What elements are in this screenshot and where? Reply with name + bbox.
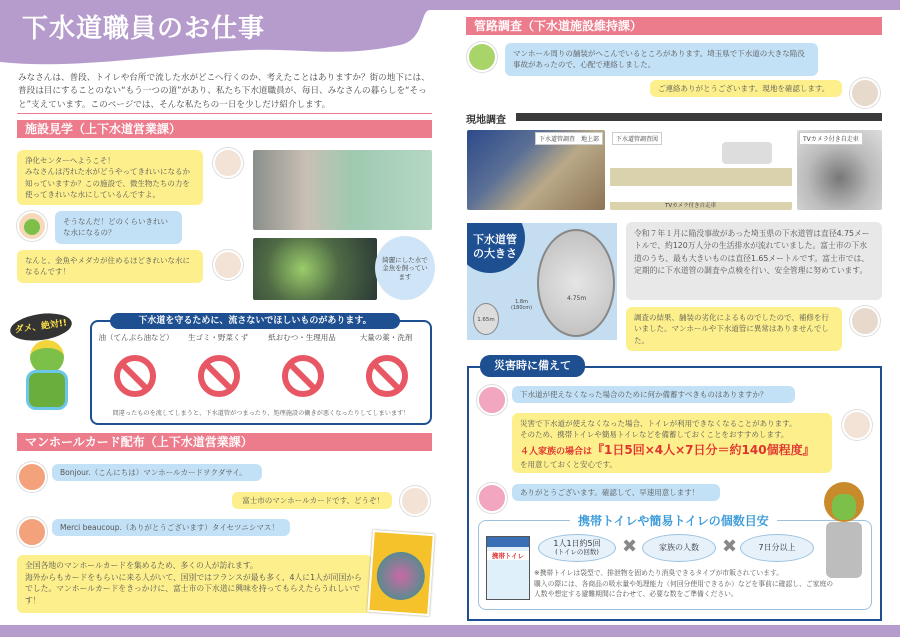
prohibited-item-label: 大量の薬・洗剤 xyxy=(359,333,413,342)
staff-message: 調査の結果、舗装の劣化によるものでしたので、補修を行いました。マンホールや下水道管に異常はありませんでした。 xyxy=(626,307,842,351)
visitor-avatar xyxy=(17,517,47,547)
toilet-guide-title: 携帯トイレや簡易トイレの個数目安 xyxy=(570,512,777,529)
factor1: 1人1日約5回 xyxy=(553,539,601,549)
resident-message: マンホール周りの舗装がへこんでいるところがあります。埼玉県で下水道の大きな陥没事故があったので、心配で連絡しました。 xyxy=(505,43,818,76)
citizen-message: ありがとうございます。確認して、早速用意します！ xyxy=(512,484,720,501)
section-header-survey: 管路調査（下水道施設維持課） xyxy=(466,17,882,35)
portable-toilet-illustration xyxy=(486,536,530,600)
staff-avatar xyxy=(213,148,243,178)
multiply-icon: ✖ xyxy=(722,536,738,557)
staff-message: ご連絡ありがとうございます。現地を確認します。 xyxy=(650,80,842,97)
intro-text: みなさんは、普段、トイレや台所で流した水がどこへ行くのか、考えたことはありますか？街の地下には、普段は目にすることのない“もう一つの道”があり、私たち下水道職員が、毎日、みなさんの暮らしを“そっと”支えています。このページでは、そんな私たちの一日を少しだけ紹介します。 xyxy=(18,73,430,110)
prohibited-note: 間違ったものを流してしまうと、下水道管がつまったり、処理施設の働きが悪くなったりしてしまいます！ xyxy=(112,410,410,417)
note2: 購入の際には、各商品の吸水量や処理能力（何回分使用できるか）などを事前に確認し、ご家庭の人数や想定する避難期間に合わせて、必要な数をご準備ください。 xyxy=(534,579,834,599)
note1: ※携帯トイレは袋型で、排泄物を固めたり消臭できるタイプが市販されています。 xyxy=(534,569,784,577)
citizen-avatar xyxy=(477,385,507,415)
highlight-calculation: 『1日5回×4人×7日分＝約140個程度』 xyxy=(592,442,815,457)
staff-avatar xyxy=(400,486,430,516)
goldfish-pond-photo xyxy=(253,238,377,300)
visitor-message: Bonjour.（こんにちは）マンホールカードヲクダサイ。 xyxy=(52,464,262,481)
divider xyxy=(17,113,432,114)
factor1-sub: (トイレの回数) xyxy=(555,547,599,556)
staff-message: 富士市のマンホールカードです、どうぞ！ xyxy=(232,492,392,509)
citizen-avatar xyxy=(477,483,507,513)
visitor-avatar xyxy=(17,462,47,492)
staff-avatar xyxy=(850,78,880,108)
no-detergent-icon xyxy=(366,355,408,397)
factor-per-person xyxy=(538,534,616,562)
top-band xyxy=(450,0,900,10)
disaster-title: 災害時に備えて xyxy=(480,355,585,377)
pipe-small-label: 1.65m xyxy=(473,303,499,335)
pipe-large-label: 4.75m xyxy=(567,295,587,302)
pipe-size-panel xyxy=(467,223,617,340)
citizen-message: 下水道が使えなくなった場合のために何か備蓄すべきものはありますか？ xyxy=(512,386,795,403)
resident-avatar xyxy=(467,42,497,72)
no-oil-icon xyxy=(114,355,156,397)
mascot-speech: ダメ、絶対!! xyxy=(8,310,73,344)
no-diaper-icon xyxy=(282,355,324,397)
manhole-card-image xyxy=(367,530,435,616)
staff-message-end: を用意しておくと安心です。 xyxy=(520,460,617,469)
no-food-waste-icon xyxy=(198,355,240,397)
treatment-plant-photo xyxy=(253,150,432,230)
staff-message: なんと、金魚やメダカが住めるほどきれいな水になるんです！ xyxy=(17,250,203,283)
section-header-card: マンホールカード配布（上下水道営業課） xyxy=(17,433,432,451)
staff-message-text: 災害で下水道が使えなくなった場合、トイレが利用できなくなることがあります。 そのため、携帯トイレや簡易トイレなどを備蓄しておくことをおすすめします。 xyxy=(520,419,797,440)
pipe-size-title: 下水道管の大きさ xyxy=(473,233,517,260)
toilet-notes xyxy=(534,568,834,600)
prohibited-title: 下水道を守るために、流さないでほしいものがあります。 xyxy=(110,313,400,329)
mascot-message: そうなんだ！どのくらいきれいな水になるの？ xyxy=(55,211,182,244)
toilet-label: 携帯トイレ xyxy=(487,551,529,560)
multiply-icon: ✖ xyxy=(622,536,638,557)
staff-avatar xyxy=(213,250,243,280)
staff-message xyxy=(512,413,832,473)
section-header-tour: 施設見学（上下水道営業課） xyxy=(17,120,432,138)
person-height: 1.8m xyxy=(515,299,528,305)
onsite-survey-photo xyxy=(467,130,605,210)
onsite-bar xyxy=(516,113,882,121)
staff-avatar xyxy=(842,410,872,440)
page-title: 下水道職員のお仕事 xyxy=(22,14,266,44)
tv-camera-robot-photo xyxy=(797,130,882,210)
factor-days: 7日分以上 xyxy=(740,534,814,562)
person-height-cm: (180cm) xyxy=(511,305,533,311)
teacher-mascot-illustration xyxy=(818,482,870,586)
photo-tag: TVカメラ付き自走車 xyxy=(799,132,863,145)
pipe-info-text: 令和７年１月に陥没事故があった埼玉県の下水道管は直径4.75メートルで、約120万人分の生活排水が流れていました。富士市の下水道のうち、最も大きいものは直径1.65メートルです。富士市では、定期的に下水道管の調査や点検を行い、安全管理に努めています。 xyxy=(626,222,882,300)
staff-message: 浄化センターへようこそ！ みなさんは汚れた水がどうやってきれいになるか知っていますか？この施設で、微生物たちの力を使ってきれいな水にしているんですよ。 xyxy=(17,150,203,205)
prohibited-item-label: 紙おむつ・生理用品 xyxy=(268,333,336,342)
factor-family-size: 家族の人数 xyxy=(642,534,716,562)
staff-avatar xyxy=(850,306,880,336)
survey-diagram xyxy=(610,130,792,210)
highlight-prefix: ４人家族の場合は xyxy=(520,446,593,457)
kappa-mascot-illustration xyxy=(18,340,76,422)
prohibited-item-label: 油（てんぷら油など） xyxy=(98,333,174,342)
bottom-band xyxy=(0,625,900,637)
diagram-sublabel: TVカメラ付き自走車 xyxy=(665,203,717,209)
visitor-message: Merci beaucoup.（ありがとうございます）タイセツニシマス！ xyxy=(52,519,290,536)
diagram-tag: 下水道管調査図 xyxy=(612,132,662,145)
photo-caption-bubble: 綺麗にした水で金魚を飼っています xyxy=(375,236,435,300)
photo-tag: 下水道管調査 地上部 xyxy=(535,132,603,145)
card-description: 全国各地のマンホールカードを集めるため、多くの人が訪れます。 海外からもカードをもらいに来る人がいて、国別ではフランスが最も多く、4人に1人が同国からでした。マンホールカードをきっかけに、富士市の下水道に興味を持ってもらえたらうれしいです！ xyxy=(17,555,372,613)
onsite-label: 現地調査 xyxy=(466,115,506,126)
prohibited-item-label: 生ゴミ・野菜くず xyxy=(188,333,248,342)
mascot-avatar xyxy=(17,211,47,241)
